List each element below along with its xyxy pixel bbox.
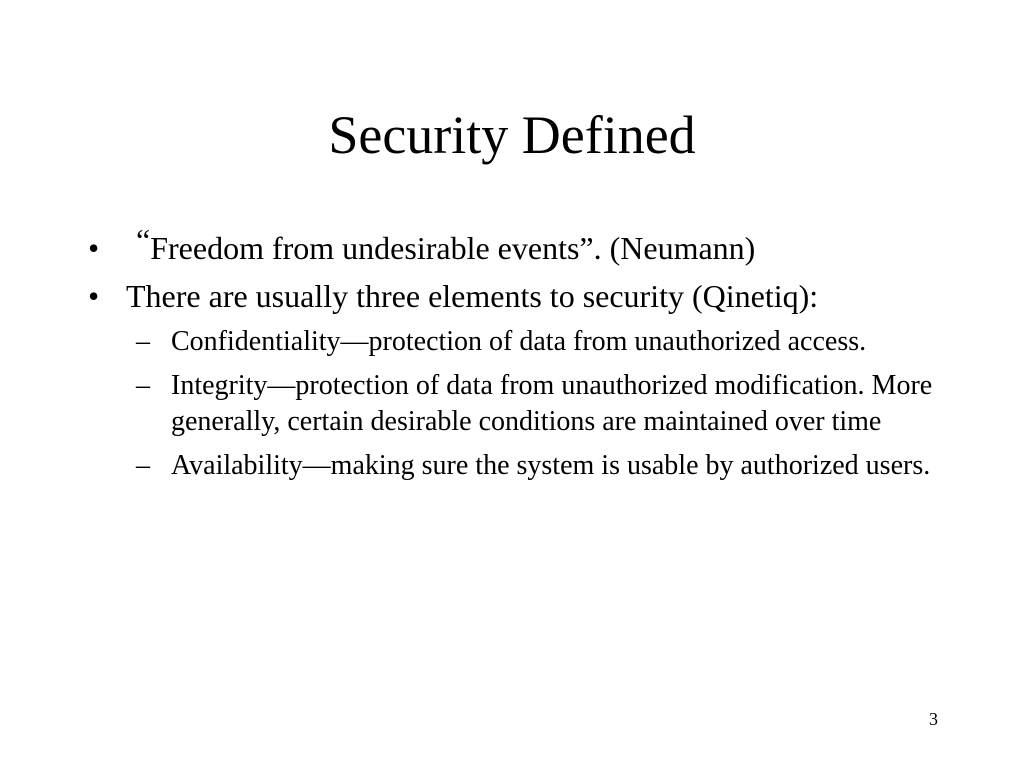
sub-bullet-marker: –: [136, 450, 150, 481]
page-number: 3: [929, 709, 938, 729]
bullet-marker: •: [88, 278, 100, 314]
slide-body: [88, 222, 948, 492]
bullet-text: [136, 222, 756, 269]
sub-bullet-item: [88, 448, 948, 484]
open-quote-mark: “: [136, 222, 151, 258]
bullet-item: [88, 222, 948, 269]
bullet-text-body: Freedom from undesirable events”. (Neumann): [150, 230, 756, 266]
bullet-text: There are usually three elements to security (Qinetiq):: [126, 278, 819, 314]
slide-title: Security Defined: [328, 105, 696, 165]
sub-bullet-text: Integrity—protection of data from unauthorized modification. More generally, certain desirable conditions are maintained over time: [171, 370, 933, 437]
sub-bullet-marker: –: [136, 326, 150, 357]
bullet-marker: •: [88, 230, 100, 266]
bullet-item: [88, 276, 948, 317]
sub-bullet-text: Availability—making sure the system is usable by authorized users.: [171, 450, 931, 481]
sub-bullet-text: Confidentiality—protection of data from unauthorized access.: [171, 326, 867, 357]
sub-bullet-marker: –: [136, 370, 150, 401]
sub-bullet-item: [88, 368, 948, 440]
sub-bullet-item: [88, 324, 948, 360]
sub-bullet-list: [88, 324, 948, 484]
